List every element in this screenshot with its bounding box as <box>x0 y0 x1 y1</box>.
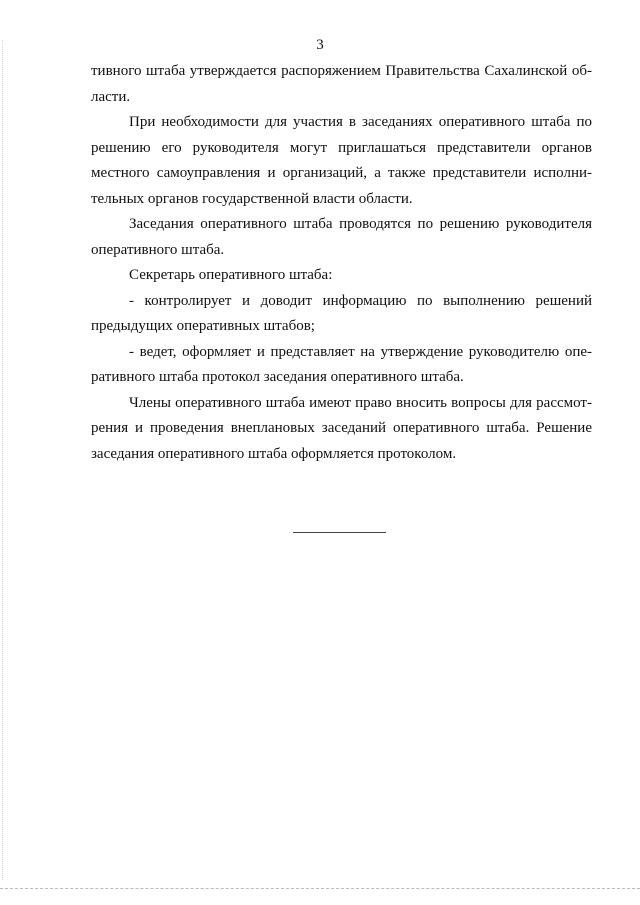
paragraph <box>91 391 592 468</box>
end-of-text-rule <box>293 532 386 533</box>
scan-artifact-left-edge <box>2 40 3 880</box>
paragraph <box>91 289 592 340</box>
text-line: ласти. <box>91 88 131 105</box>
paragraph <box>91 212 592 263</box>
text-line: тельных органов государственной власти области. <box>91 190 413 207</box>
text-line: местного самоуправления и организаций, а также представители исполни- <box>91 165 592 181</box>
paragraph <box>91 110 592 212</box>
paragraph <box>91 340 592 391</box>
paragraph <box>91 59 592 110</box>
text-line: тивного штаба утверждается распоряжением Правительства Сахалинской об- <box>91 63 592 79</box>
page-number: 3 <box>316 37 324 53</box>
text-line: ративного штаба протокол заседания оперативного штаба. <box>91 369 464 385</box>
text-line: Члены оперативного штаба имеют право вносить вопросы для рассмот- <box>129 394 592 411</box>
text-line: - контролирует и доводит информацию по выполнению решений <box>129 292 592 309</box>
text-line: оперативного штаба. <box>91 241 225 258</box>
text-line: Заседания оперативного штаба проводятся по решению руководителя <box>129 216 592 232</box>
text-line: При необходимости для участия в заседаниях оперативного штаба по <box>129 114 592 130</box>
paragraph <box>91 263 592 289</box>
document-body <box>91 59 592 467</box>
text-line: заседания оперативного штаба оформляется протоколом. <box>91 445 457 462</box>
text-line: решению его руководителя могут приглашаться представители органов <box>91 139 592 156</box>
text-line: рения и проведения внеплановых заседаний оперативного штаба. Решение <box>91 420 592 436</box>
text-line: предыдущих оперативных штабов; <box>91 318 315 334</box>
scan-artifact-bottom-edge <box>0 888 640 889</box>
text-line: - ведет, оформляет и представляет на утверждение руководителю опе- <box>129 343 592 360</box>
text-line: Секретарь оперативного штаба: <box>129 267 333 283</box>
